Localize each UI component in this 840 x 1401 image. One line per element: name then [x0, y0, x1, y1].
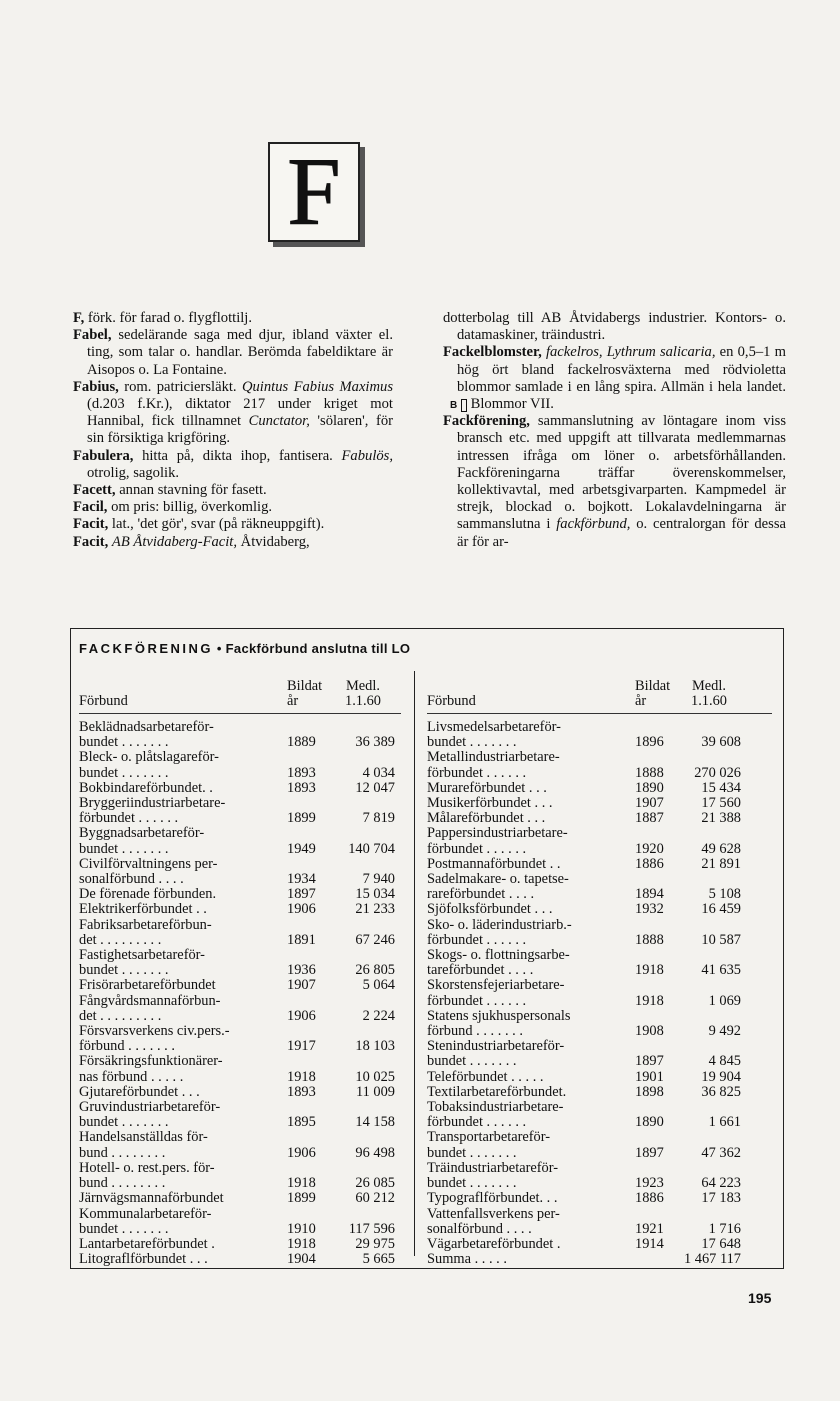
table-title [79, 641, 410, 656]
table-row [79, 978, 401, 993]
entry-text: Åtvidaberg, [237, 533, 310, 550]
member-count: 12 047 [355, 779, 395, 796]
member-count: 67 246 [355, 931, 395, 948]
union-name: Järnvägsmannaförbundet [79, 1190, 224, 1207]
entry-headword: Fabel, [73, 327, 112, 344]
union-name: Försäkringsfunktionärer- nas förbund . . . . . [79, 1053, 223, 1085]
member-count: 21 233 [355, 901, 395, 918]
founded-year: 1906 [287, 1144, 316, 1161]
founded-year: 1923 [635, 1175, 664, 1192]
table-row [427, 948, 772, 978]
founded-year: 1918 [287, 1068, 316, 1085]
table-row [427, 1237, 772, 1252]
union-name: Försvarsverkens civ.pers.- förbund . . . . . . . [79, 1023, 230, 1055]
entry-headword: F, [73, 310, 85, 326]
member-count: 10 025 [355, 1068, 395, 1085]
member-count: 17 560 [701, 795, 741, 812]
member-count: 96 498 [355, 1144, 395, 1161]
union-name: De förenade förbunden. [79, 886, 217, 903]
founded-year: 1918 [287, 1175, 316, 1192]
table-row [79, 826, 401, 856]
entry-text: hitta på, dikta ihop, fantisera. [133, 447, 342, 464]
union-name: Kommunalarbetareför- bundet . . . . . . . [79, 1205, 212, 1237]
dictionary-entry [443, 310, 786, 344]
union-name: Lantarbetareförbundet . [79, 1235, 215, 1252]
member-count: 49 628 [701, 840, 741, 857]
union-name: Statens sjukhuspersonals förbund . . . . . . . [427, 1007, 571, 1040]
founded-year: 1908 [635, 1023, 664, 1040]
entry-headword: Facett, [73, 482, 116, 499]
member-count: 14 158 [355, 1114, 395, 1131]
member-count: 15 034 [355, 886, 395, 903]
founded-year: 1897 [635, 1053, 664, 1070]
dictionary-entry [73, 448, 393, 482]
founded-year: 1896 [635, 734, 664, 751]
dictionary-entry [73, 499, 393, 516]
dictionary-entry [73, 310, 393, 327]
member-count: 16 459 [701, 901, 741, 918]
table-row [427, 826, 772, 856]
founded-year: 1899 [287, 810, 316, 827]
table-row [427, 1130, 772, 1160]
founded-year: 1887 [635, 810, 664, 827]
page-number: 195 [748, 1290, 772, 1306]
member-count: 4 034 [362, 764, 395, 781]
dictionary-entry [73, 534, 393, 551]
table-row [79, 1207, 401, 1237]
union-name: Teleförbundet . . . . . [427, 1068, 544, 1085]
dictionary-entry [443, 344, 786, 413]
union-name: Textilarbetareförbundet. [427, 1083, 567, 1100]
table-row [79, 948, 401, 978]
table-column-divider [414, 671, 415, 1256]
table-title-caps: FACKFÖRENING [79, 641, 213, 656]
member-count: 5 064 [362, 977, 395, 994]
table-row [79, 1252, 401, 1267]
member-count: 29 975 [355, 1235, 395, 1252]
member-count: 64 223 [701, 1175, 741, 1192]
union-name: Träindustriarbetareför- bundet . . . . . . . [427, 1159, 559, 1192]
table-row [79, 1191, 401, 1206]
entry-text: Quintus Fabius Maximus [241, 378, 393, 395]
union-name: Stenindustriarbetareför- bundet . . . . . . . [427, 1038, 565, 1070]
union-name: Bleck- o. plåtslagareför- bundet . . . . . . . [79, 749, 219, 781]
founded-year: 1907 [287, 977, 316, 994]
initial-letter-box [268, 138, 360, 245]
table-row [427, 1085, 772, 1100]
entry-text: AB Åtvidaberg-Facit, [111, 533, 238, 550]
founded-year: 1899 [287, 1190, 316, 1207]
entry-headword: Facit, [73, 516, 109, 533]
table-row [427, 918, 772, 948]
dictionary-entry [73, 482, 393, 499]
union-name: Fastighetsarbetareför- bundet . . . . . . . [79, 947, 205, 979]
table-header [79, 669, 401, 714]
entry-text: annan stavning för fasett. [115, 482, 267, 499]
founded-year: 1936 [287, 962, 316, 979]
entry-text: en 0,5–1 m hög ört bland fackelrosväxterna med rödvioletta blommor samlade i en lång spira. Allmän i hela landet. [457, 344, 786, 395]
union-name: Frisörarbetareförbundet [79, 977, 216, 994]
entry-headword: Fabulera, [73, 447, 134, 464]
entry-text: lat., 'det gör', svar (på räkneuppgift). [108, 516, 325, 533]
union-name: Metallindustriarbetare- förbundet . . . . . . [427, 749, 560, 781]
union-name: Bryggeriindustriarbetare- förbundet . . . . . . [79, 795, 226, 827]
union-name: Sadelmakare- o. tapetse- rareförbundet . . . . [427, 871, 569, 903]
header-bildat: Bildat år [287, 677, 323, 709]
dictionary-entry [73, 379, 393, 448]
picture-reference-icon: B [461, 399, 467, 412]
union-name: Fångvårdsmannaförbun- det . . . . . . . . . [79, 992, 221, 1024]
table-row [427, 872, 772, 902]
entry-headword: Fabius, [73, 378, 119, 395]
table-row [427, 1100, 772, 1130]
union-table [70, 628, 784, 1269]
founded-year: 1921 [635, 1220, 664, 1237]
entry-text: sedelärande saga med djur, ibland växter el. ting, som talar o. handlar. Berömda fabeldiktare är Aisopos o. La Fontaine. [87, 327, 393, 378]
header-bildat: Bildat år [635, 677, 671, 709]
table-left-half [79, 669, 401, 1267]
member-count: 21 891 [701, 855, 741, 872]
founded-year: 1917 [287, 1038, 316, 1055]
union-name: Murareförbundet . . . [427, 779, 547, 796]
founded-year: 1949 [287, 840, 316, 857]
union-name: Postmannaförbundet . . [427, 855, 561, 872]
table-row [427, 720, 772, 750]
union-name: Gjutareförbundet . . . [79, 1083, 200, 1100]
union-name: Handelsanställdas för- bund . . . . . . . . [79, 1129, 208, 1161]
dictionary-entry [73, 327, 393, 379]
founded-year: 1886 [635, 855, 664, 872]
table-row [79, 1054, 401, 1084]
entry-headword: Facit, [73, 533, 109, 550]
union-name: Byggnadsarbetareför- bundet . . . . . . . [79, 825, 205, 857]
entry-text: Fabulös, [341, 447, 393, 464]
member-count: 36 389 [355, 734, 395, 751]
union-name: Elektrikerförbundet . . [79, 901, 207, 918]
founded-year: 1888 [635, 764, 664, 781]
table-row [427, 781, 772, 796]
member-count: 11 009 [355, 1083, 395, 1100]
table-row [79, 1237, 401, 1252]
entry-text: sammanslutning av löntagare inom viss bransch etc. med uppgift att tillvarata medlemmarnas intressen ifråga om löner o. arbetsförhållanden. Fackföreningarna träffar överenskommelser, kollektivavtal, med arbetsgivarparten. Kampmedel är strejk, blockad o. bojkott. Lokalavdelningarna är sammanslutna i [457, 413, 786, 533]
table-row [79, 796, 401, 826]
entry-text: (d.203 f.Kr.), diktator 217 under kriget mot Hannibal, fick tillnamnet [87, 396, 393, 430]
header-forbund: Förbund [427, 692, 476, 709]
founded-year: 1886 [635, 1190, 664, 1207]
union-name: Skogs- o. flottningsarbe- tareförbundet . . . . [427, 947, 570, 979]
table-title-rest: • Fackförbund anslutna till LO [213, 641, 411, 656]
member-count: 1 716 [708, 1220, 741, 1237]
table-row [427, 1039, 772, 1069]
union-name: Gruvindustriarbetareför- bundet . . . . . . . [79, 1099, 221, 1131]
member-count: 7 819 [362, 810, 395, 827]
member-count: 60 212 [355, 1190, 395, 1207]
member-count: 26 085 [355, 1175, 395, 1192]
entry-text: Blommor VII. [467, 396, 554, 413]
entry-text: fackelros, Lythrum salicaria, [545, 344, 716, 361]
entry-text: o. centralorgan för dessa är för ar- [457, 516, 786, 550]
member-count: 17 648 [701, 1235, 741, 1252]
union-name: Bokbindareförbundet. . [79, 779, 213, 796]
dictionary-entry [443, 413, 786, 551]
founded-year: 1918 [635, 962, 664, 979]
table-row [427, 902, 772, 917]
table-row [79, 902, 401, 917]
founded-year: 1918 [635, 992, 664, 1009]
union-name: Summa . . . . . [427, 1251, 507, 1268]
union-name: Pappersindustriarbetare- förbundet . . . . . . [427, 825, 568, 857]
table-row [427, 1009, 772, 1039]
table-row [427, 750, 772, 780]
founded-year: 1906 [287, 901, 316, 918]
founded-year: 1888 [635, 931, 664, 948]
table-right-half [427, 669, 772, 1267]
member-count: 39 608 [701, 734, 741, 751]
member-count: 36 825 [701, 1083, 741, 1100]
member-count: 1 467 117 [683, 1251, 741, 1268]
union-name: Sjöfolksförbundet . . . [427, 901, 553, 918]
table-row [427, 796, 772, 811]
founded-year: 1890 [635, 779, 664, 796]
member-count: 140 704 [348, 840, 395, 857]
member-count: 47 362 [701, 1144, 741, 1161]
founded-year: 1894 [635, 886, 664, 903]
member-count: 1 069 [708, 992, 741, 1009]
founded-year: 1901 [635, 1068, 664, 1085]
founded-year: 1895 [287, 1114, 316, 1131]
member-count: 26 805 [355, 962, 395, 979]
member-count: 15 434 [701, 779, 741, 796]
entry-headword: Fackförening, [443, 413, 530, 430]
founded-year: 1914 [635, 1235, 664, 1252]
entry-text: om pris: billig, överkomlig. [107, 499, 273, 516]
founded-year: 1920 [635, 840, 664, 857]
table-row [427, 978, 772, 1008]
entry-text: rom. patriciersläkt. [118, 378, 242, 395]
initial-letter: F [287, 138, 341, 245]
right-text-column [443, 310, 786, 551]
member-count: 21 388 [701, 810, 741, 827]
founded-year: 1906 [287, 1007, 316, 1024]
founded-year: 1890 [635, 1114, 664, 1131]
header-medl: Medl. 1.1.60 [345, 677, 381, 709]
entry-headword: Fackelblomster, [443, 344, 542, 361]
dictionary-entry [73, 516, 393, 533]
member-count: 41 635 [701, 962, 741, 979]
union-name: Vattenfallsverkens per- sonalförbund . . . . [427, 1205, 560, 1237]
table-row [79, 994, 401, 1024]
member-count: 1 661 [708, 1114, 741, 1131]
member-count: 5 665 [362, 1251, 395, 1268]
union-name: Beklädnadsarbetareför- bundet . . . . . . . [79, 719, 214, 751]
entry-text: förk. för farad o. flygflottilj. [84, 310, 253, 326]
table-row [79, 781, 401, 796]
union-name: Vägarbetareförbundet . [427, 1235, 561, 1252]
founded-year: 1891 [287, 931, 316, 948]
founded-year: 1893 [287, 779, 316, 796]
founded-year: 1932 [635, 901, 664, 918]
union-name: Sko- o. läderindustriarb.- förbundet . . . . . . [427, 916, 572, 948]
table-row [427, 1207, 772, 1237]
entry-text: fackförbund, [556, 516, 631, 533]
table-row [79, 750, 401, 780]
founded-year: 1904 [287, 1251, 316, 1268]
member-count: 18 103 [355, 1038, 395, 1055]
union-name: Transportarbetareför- bundet . . . . . . . [427, 1129, 551, 1161]
table-row [427, 1161, 772, 1191]
member-count: 117 596 [348, 1220, 395, 1237]
union-name: Skorstensfejeriarbetare- förbundet . . . . . . [427, 977, 565, 1009]
union-name: Civilförvaltningens per- sonalförbund . . . . [79, 855, 218, 888]
union-name: Hotell- o. rest.pers. för- bund . . . . . . . . [79, 1159, 215, 1192]
table-row [427, 1191, 772, 1206]
member-count: 17 183 [701, 1190, 741, 1207]
founded-year: 1934 [287, 871, 316, 888]
member-count: 5 108 [708, 886, 741, 903]
entry-text: otrolig, sagolik. [87, 464, 180, 481]
founded-year: 1893 [287, 764, 316, 781]
entry-text: Cunctator, [248, 413, 310, 430]
member-count: 270 026 [694, 764, 741, 781]
founded-year: 1897 [635, 1144, 664, 1161]
header-medl: Medl. 1.1.60 [691, 677, 727, 709]
member-count: 9 492 [708, 1023, 741, 1040]
table-row [79, 720, 401, 750]
entry-text: 'sölaren', för sin försiktiga krigföring. [87, 413, 393, 447]
founded-year: 1918 [287, 1235, 316, 1252]
table-row [79, 1100, 401, 1130]
table-row [79, 918, 401, 948]
founded-year: 1907 [635, 795, 664, 812]
table-row [427, 1252, 772, 1267]
table-row [79, 1161, 401, 1191]
entry-headword: Facil, [73, 499, 108, 516]
entry-text: dotterbolag till AB Åtvidabergs industrier. Kontors- o. datamaskiner, träindustri. [443, 310, 786, 344]
union-name: Fabriksarbetareförbun- det . . . . . . . . . [79, 916, 212, 948]
founded-year: 1893 [287, 1083, 316, 1100]
table-row [79, 887, 401, 902]
table-row [427, 811, 772, 826]
table-row [79, 1024, 401, 1054]
table-row [427, 1070, 772, 1085]
founded-year: 1910 [287, 1220, 316, 1237]
table-row [79, 1085, 401, 1100]
table-row [79, 857, 401, 887]
member-count: 4 845 [708, 1053, 741, 1070]
member-count: 7 940 [362, 871, 395, 888]
union-name: Målareförbundet . . . [427, 810, 546, 827]
union-name: Musikerförbundet . . . [427, 795, 553, 812]
union-name: Tobaksindustriarbetare- förbundet . . . . . . [427, 1099, 564, 1131]
member-count: 10 587 [701, 931, 741, 948]
member-count: 2 224 [362, 1007, 395, 1024]
founded-year: 1897 [287, 886, 316, 903]
header-forbund: Förbund [79, 692, 128, 709]
union-name: Typograflförbundet. . . [427, 1190, 558, 1207]
member-count: 19 904 [701, 1068, 741, 1085]
founded-year: 1889 [287, 734, 316, 751]
union-name: Litograflförbundet . . . [79, 1251, 208, 1268]
left-text-column [73, 310, 393, 551]
union-name: Livsmedelsarbetareför- bundet . . . . . . . [427, 719, 561, 751]
table-header [427, 669, 772, 714]
founded-year: 1898 [635, 1083, 664, 1100]
table-row [79, 1130, 401, 1160]
table-row [427, 857, 772, 872]
